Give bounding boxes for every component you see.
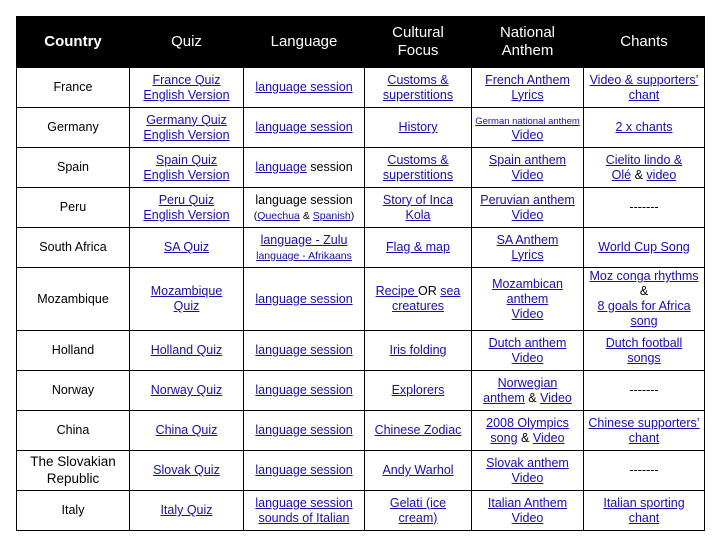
- holland-anthem-link[interactable]: Dutch anthem: [488, 335, 567, 350]
- culture-cell: [365, 268, 472, 331]
- country-holland: Holland: [17, 331, 130, 371]
- table-row: [17, 228, 705, 268]
- moz-sea-link[interactable]: sea: [440, 284, 461, 298]
- china-zodiac-link[interactable]: Chinese Zodiac: [374, 423, 462, 437]
- china-language-link[interactable]: language session: [255, 423, 353, 437]
- chants-cell: -------: [584, 188, 705, 228]
- quiz-cell: [130, 331, 244, 371]
- spain-anthem-video-link[interactable]: Video: [511, 167, 544, 182]
- peru-language-close: ): [350, 209, 355, 222]
- country-mozambique: Mozambique: [17, 268, 130, 331]
- quiz-cell: [130, 108, 244, 148]
- language-cell: [244, 371, 365, 411]
- culture-cell: [365, 411, 472, 451]
- moz-creatures-link[interactable]: creatures: [391, 299, 445, 313]
- moz-quiz-link-2[interactable]: Quiz: [173, 299, 200, 313]
- peru-language-amp: &: [299, 209, 313, 222]
- quiz-cell: [130, 451, 244, 491]
- resources-table: [16, 16, 705, 531]
- culture-cell: [365, 491, 472, 531]
- moz-culture-or: OR: [418, 284, 441, 298]
- peru-culture-link-1[interactable]: Story of Inca: [382, 192, 454, 207]
- country-china: China: [17, 411, 130, 451]
- france-lyrics-link[interactable]: Lyrics: [511, 87, 544, 102]
- anthem-cell: [472, 108, 584, 148]
- norway-anthem-video-link[interactable]: Video: [540, 390, 572, 405]
- moz-language-link[interactable]: language session: [255, 291, 353, 306]
- moz-recipe-link[interactable]: Recipe: [375, 284, 418, 298]
- norway-explorers-link[interactable]: Explorers: [391, 383, 445, 397]
- country-france: France: [17, 68, 130, 108]
- holland-anthem-video-link[interactable]: Video: [511, 350, 544, 365]
- culture-cell: [365, 188, 472, 228]
- holland-language-link[interactable]: language session: [255, 343, 353, 357]
- china-anthem-amp: &: [517, 430, 533, 445]
- table-row: [17, 188, 705, 228]
- language-cell: [244, 331, 365, 371]
- table-row: [17, 331, 705, 371]
- language-cell: [244, 268, 365, 331]
- country-germany: Germany: [17, 108, 130, 148]
- peru-language-open: (: [253, 209, 258, 222]
- italy-gelati-link-2[interactable]: cream): [398, 510, 438, 525]
- moz-anthem-link[interactable]: Mozambican anthem: [492, 276, 563, 306]
- culture-cell: [365, 451, 472, 491]
- italy-anthem-link[interactable]: Italian Anthem: [487, 495, 568, 510]
- chants-cell: -------: [584, 451, 705, 491]
- china-quiz-link[interactable]: China Quiz: [155, 423, 218, 437]
- header-cultural-focus: [365, 17, 472, 68]
- slovak-anthem-video-link[interactable]: Video: [511, 470, 544, 485]
- italy-chant-link[interactable]: chant: [628, 510, 660, 525]
- slovakia-name-line1: The Slovakian: [30, 454, 116, 470]
- peru-spanish-link[interactable]: Spanish: [312, 209, 351, 222]
- china-chants-link-2[interactable]: chant: [628, 430, 660, 445]
- quiz-cell: [130, 411, 244, 451]
- language-cell: [244, 148, 365, 188]
- anthem-cell: [472, 411, 584, 451]
- chants-cell: [584, 411, 705, 451]
- language-cell: [244, 451, 365, 491]
- moz-goals-link[interactable]: 8 goals for Africa song: [597, 299, 691, 328]
- slovak-anthem-link[interactable]: Slovak anthem: [486, 455, 569, 470]
- germany-anthem-link[interactable]: German national anthem: [475, 115, 580, 127]
- chants-cell: [584, 68, 705, 108]
- header-anthem-line2: Anthem: [501, 42, 554, 59]
- holland-songs-link[interactable]: songs: [627, 350, 661, 365]
- country-italy: Italy: [17, 491, 130, 531]
- spain-culture-link-2[interactable]: superstitions: [382, 167, 454, 182]
- table-row: [17, 371, 705, 411]
- header-row: [17, 17, 705, 68]
- quiz-cell: [130, 188, 244, 228]
- quiz-cell: [130, 228, 244, 268]
- italy-sounds-link[interactable]: sounds of Italian: [258, 510, 350, 525]
- moz-quiz-link-1[interactable]: Mozambique: [150, 284, 223, 298]
- language-cell: [244, 491, 365, 531]
- header-chants: Chants: [584, 17, 705, 68]
- anthem-cell: [472, 331, 584, 371]
- france-chants-link-2[interactable]: chant: [628, 87, 660, 102]
- chants-cell: -------: [584, 371, 705, 411]
- italy-quiz-link[interactable]: Italy Quiz: [160, 503, 213, 517]
- france-language-link[interactable]: language session: [255, 80, 353, 94]
- anthem-cell: [472, 188, 584, 228]
- table-row: [17, 268, 705, 331]
- peru-culture-link-2[interactable]: Kola: [405, 207, 431, 222]
- header-country: Country: [17, 17, 130, 68]
- moz-conga-link[interactable]: Moz conga rhythms: [589, 269, 699, 283]
- chants-cell: [584, 268, 705, 331]
- germany-language-link[interactable]: language session: [255, 120, 353, 134]
- anthem-cell: [472, 371, 584, 411]
- france-culture-link-2[interactable]: superstitions: [382, 87, 454, 102]
- chants-cell: [584, 108, 705, 148]
- norway-anthem-link-2[interactable]: anthem: [483, 390, 525, 405]
- spain-language-text: session: [306, 160, 353, 174]
- culture-cell: [365, 228, 472, 268]
- sa-lyrics-link[interactable]: Lyrics: [511, 247, 544, 262]
- quiz-cell: [130, 148, 244, 188]
- culture-cell: [365, 148, 472, 188]
- moz-chants-amp: &: [639, 284, 649, 298]
- spain-chants-video-link[interactable]: video: [646, 167, 677, 182]
- header-anthem-line1: National: [499, 24, 556, 41]
- spain-cielito-link[interactable]: Cielito lindo &: [605, 152, 683, 167]
- chants-cell: [584, 491, 705, 531]
- header-national-anthem: [472, 17, 584, 68]
- france-quiz-link[interactable]: France Quiz: [152, 72, 221, 87]
- norway-quiz-link[interactable]: Norway Quiz: [150, 383, 223, 397]
- culture-cell: [365, 68, 472, 108]
- france-chants-link-1[interactable]: Video & supporters’: [589, 72, 699, 87]
- anthem-cell: [472, 228, 584, 268]
- table-row: [17, 148, 705, 188]
- peru-anthem-video-link[interactable]: Video: [511, 207, 544, 222]
- quiz-cell: [130, 491, 244, 531]
- italy-anthem-video-link[interactable]: Video: [511, 510, 544, 525]
- anthem-cell: [472, 491, 584, 531]
- anthem-cell: [472, 148, 584, 188]
- slovakia-name-line2: Republic: [46, 470, 100, 486]
- spain-language-link[interactable]: language: [255, 160, 307, 174]
- slovak-quiz-link[interactable]: Slovak Quiz: [153, 463, 220, 477]
- language-cell: [244, 411, 365, 451]
- china-olympics-link[interactable]: 2008 Olympics: [486, 415, 569, 430]
- italy-sporting-link[interactable]: Italian sporting: [603, 495, 685, 510]
- peru-quiz-link[interactable]: Peru Quiz: [158, 192, 215, 207]
- culture-cell: [365, 371, 472, 411]
- norway-language-link[interactable]: language session: [255, 383, 353, 397]
- peru-quechua-link[interactable]: Quechua: [257, 209, 300, 222]
- quiz-cell: [130, 68, 244, 108]
- france-english-version-link[interactable]: English Version: [143, 87, 230, 102]
- sa-afrikaans-link[interactable]: language - Afrikaans: [256, 249, 352, 262]
- france-culture-link-1[interactable]: Customs &: [387, 72, 449, 87]
- culture-cell: [365, 108, 472, 148]
- italy-language-link[interactable]: language session: [255, 495, 353, 510]
- china-chants-link-1[interactable]: Chinese supporters’: [588, 415, 700, 430]
- language-cell: [244, 228, 365, 268]
- sa-anthem-link[interactable]: SA Anthem: [496, 232, 559, 247]
- spain-english-version-link[interactable]: English Version: [143, 167, 230, 182]
- italy-gelati-link-1[interactable]: Gelati (ice: [389, 495, 447, 510]
- table-row: [17, 108, 705, 148]
- header-cultural-line1: Cultural: [392, 24, 444, 41]
- peru-language-text: language session: [255, 192, 353, 207]
- header-language: Language: [244, 17, 365, 68]
- language-cell: [244, 68, 365, 108]
- germany-quiz-link[interactable]: Germany Quiz: [146, 112, 227, 127]
- holland-quiz-link[interactable]: Holland Quiz: [150, 343, 223, 357]
- quiz-cell: [130, 371, 244, 411]
- norway-anthem-amp: &: [524, 390, 541, 405]
- header-cultural-line2: Focus: [397, 42, 439, 59]
- culture-cell: [365, 331, 472, 371]
- country-peru: Peru: [17, 188, 130, 228]
- china-anthem-video-link[interactable]: Video: [532, 430, 565, 445]
- china-song-link[interactable]: song: [490, 430, 518, 445]
- language-cell: [244, 108, 365, 148]
- header-quiz: Quiz: [130, 17, 244, 68]
- spain-ole-link[interactable]: Olé: [611, 167, 632, 182]
- table-row: [17, 411, 705, 451]
- sa-quiz-link[interactable]: SA Quiz: [163, 240, 210, 254]
- slovak-andy-warhol-link[interactable]: Andy Warhol: [382, 463, 454, 477]
- table-row: [17, 68, 705, 108]
- peru-english-version-link[interactable]: English Version: [143, 207, 230, 222]
- holland-iris-folding-link[interactable]: Iris folding: [389, 343, 447, 357]
- country-norway: Norway: [17, 371, 130, 411]
- germany-english-version-link[interactable]: English Version: [143, 127, 230, 142]
- anthem-cell: [472, 451, 584, 491]
- norway-anthem-link-1[interactable]: Norwegian: [497, 375, 558, 390]
- quiz-cell: [130, 268, 244, 331]
- sa-zulu-link[interactable]: language - Zulu: [260, 232, 348, 247]
- anthem-cell: [472, 268, 584, 331]
- language-cell: [244, 188, 365, 228]
- table-row: [17, 491, 705, 531]
- spain-chants-amp: &: [631, 167, 647, 182]
- country-south-africa: South Africa: [17, 228, 130, 268]
- anthem-cell: [472, 68, 584, 108]
- holland-football-link[interactable]: Dutch football: [605, 335, 683, 350]
- spain-quiz-link[interactable]: Spain Quiz: [155, 152, 218, 167]
- country-spain: Spain: [17, 148, 130, 188]
- sa-world-cup-song-link[interactable]: World Cup Song: [598, 240, 690, 254]
- slovak-language-link[interactable]: language session: [255, 463, 353, 477]
- chants-cell: [584, 148, 705, 188]
- peru-anthem-link[interactable]: Peruvian anthem: [480, 192, 575, 207]
- sa-flag-map-link[interactable]: Flag & map: [386, 240, 450, 254]
- moz-anthem-video-link[interactable]: Video: [511, 306, 544, 321]
- germany-anthem-video-link[interactable]: Video: [511, 127, 544, 142]
- table-row: [17, 451, 705, 491]
- spain-culture-link-1[interactable]: Customs &: [387, 152, 449, 167]
- chants-cell: [584, 331, 705, 371]
- france-anthem-link[interactable]: French Anthem: [485, 72, 570, 87]
- germany-chants-link[interactable]: 2 x chants: [615, 120, 673, 134]
- spain-anthem-link[interactable]: Spain anthem: [488, 152, 567, 167]
- country-slovakia: [17, 451, 130, 491]
- germany-history-link[interactable]: History: [398, 120, 438, 134]
- chants-cell: [584, 228, 705, 268]
